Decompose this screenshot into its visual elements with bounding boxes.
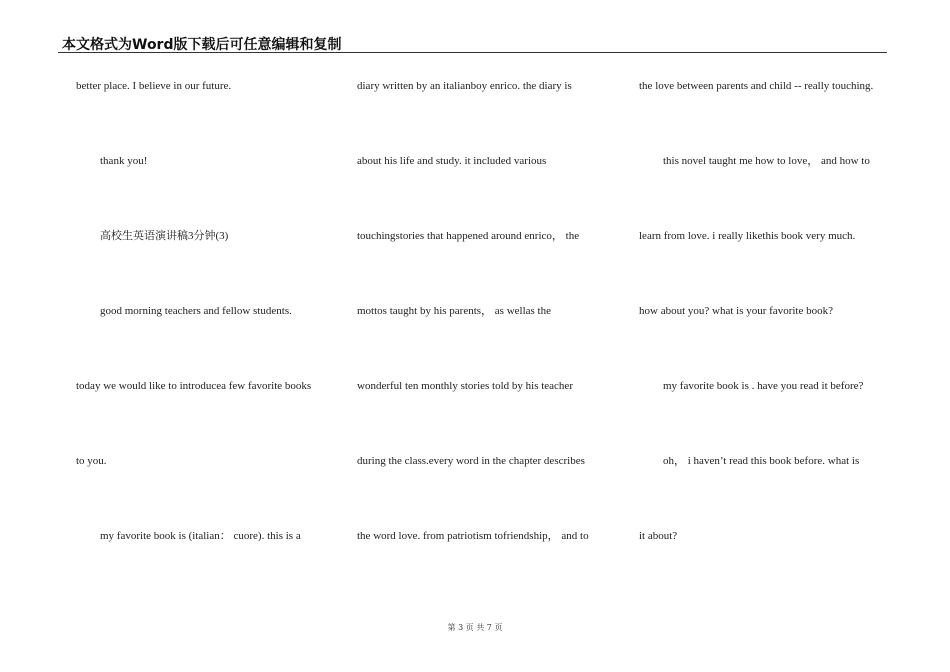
text-line: touchingstories that happened around enrico， the <box>357 230 580 242</box>
document-header-title: 本文格式为Word版下载后可任意编辑和复制 <box>62 37 342 53</box>
text-line: during the class.every word in the chapter describes <box>357 455 585 467</box>
text-line: good morning teachers and fellow students. <box>100 305 292 317</box>
text-line: wonderful ten monthly stories told by his teacher <box>357 380 573 392</box>
text-column-2 <box>357 74 619 599</box>
text-line: to you. <box>76 455 107 467</box>
text-line: about his life and study. it included various <box>357 155 547 167</box>
text-line: the word love. from patriotism tofriendship， and to <box>357 530 589 542</box>
text-line: my favorite book is . have you read it before? <box>663 380 864 392</box>
text-line: the love between parents and child -- really touching. <box>639 80 874 92</box>
text-line: 高校生英语演讲稿3分钟(3) <box>100 230 229 242</box>
header-divider <box>58 52 887 53</box>
text-line: my favorite book is (italian： cuore). this is a <box>100 530 301 542</box>
text-line: better place. I believe in our future. <box>76 80 232 92</box>
text-line: it about? <box>639 530 678 542</box>
text-line: this novel taught me how to love， and how to <box>663 155 870 167</box>
text-column-1 <box>76 74 338 599</box>
text-column-3 <box>639 74 889 599</box>
text-line: how about you? what is your favorite book? <box>639 305 833 317</box>
text-line: oh， i haven’t read this book before. what is <box>663 455 860 467</box>
text-line: thank you! <box>100 155 148 167</box>
text-line: diary written by an italianboy enrico. the diary is <box>357 80 572 92</box>
text-line: learn from love. i really likethis book very much. <box>639 230 856 242</box>
text-line: mottos taught by his parents， as wellas the <box>357 305 551 317</box>
text-line: today we would like to introducea few favorite books <box>76 380 312 392</box>
page-number-footer: 第 3 页 共 7 页 <box>447 623 503 632</box>
